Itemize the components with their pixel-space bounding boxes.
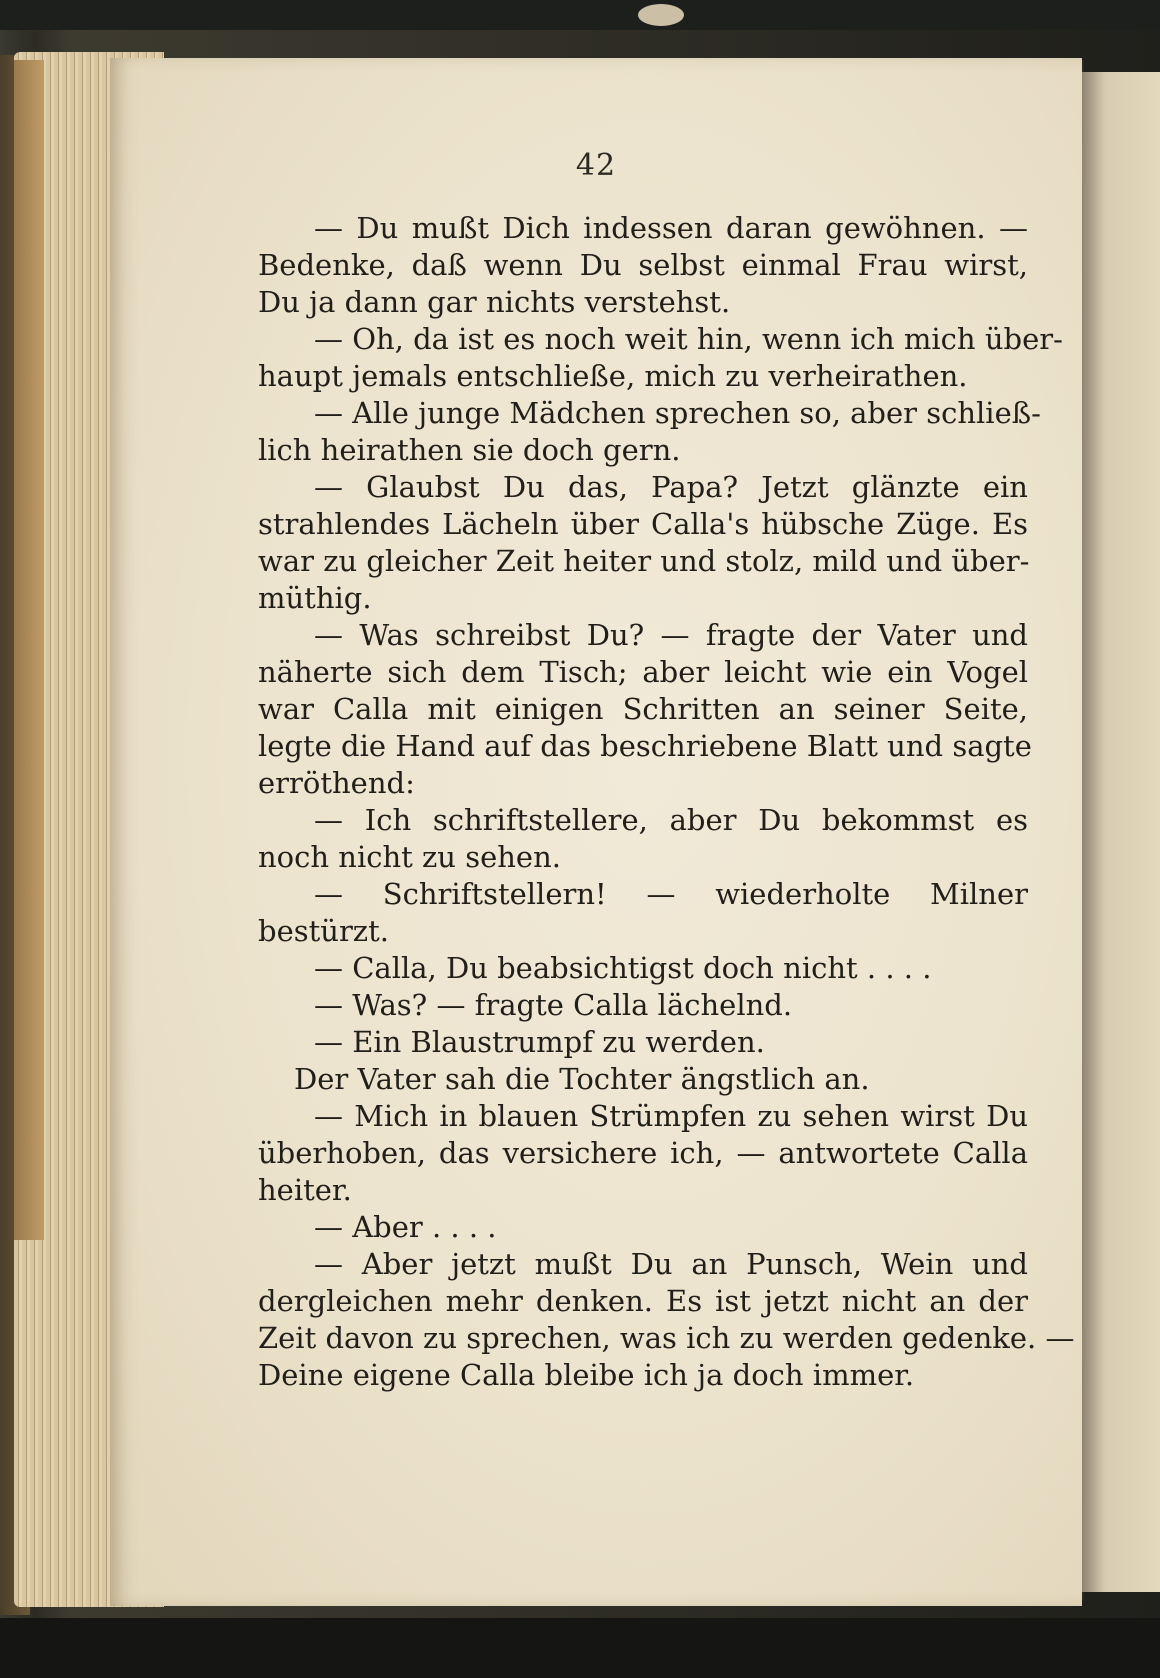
text-line: — Ich schriftstellere, aber Du bekommst es [314,803,1028,837]
text-line: strahlendes Lächeln über Calla's hübsche Züge. Es [258,507,1028,541]
book-page [110,58,1082,1606]
text-line: — Ein Blaustrumpf zu werden. [314,1025,765,1059]
page-number: 42 [575,148,617,183]
facing-page [1082,72,1160,1592]
text-line: Deine eigene Calla bleibe ich ja doch immer. [258,1358,915,1392]
text-line: — Oh, da ist es noch weit hin, wenn ich mich über- [314,322,1063,356]
text-line: überhoben, das versichere ich, — antwortete Calla [258,1136,1028,1170]
body-text [258,210,1075,1394]
text-line: noch nicht zu sehen. [258,840,561,874]
paper-scrap [638,4,684,26]
text-line: Der Vater sah die Tochter ängstlich an. [294,1062,870,1096]
text-line: — Was? — fragte Calla lächelnd. [314,988,793,1022]
text-line: müthig. [258,581,372,615]
text-line: Bedenke, daß wenn Du selbst einmal Frau wirst, [258,248,1028,282]
text-line: heiter. [258,1173,352,1207]
text-line: bestürzt. [258,914,389,948]
text-line: legte die Hand auf das beschriebene Blatt und sagte [258,729,1032,763]
text-line: erröthend: [258,766,415,800]
text-line: Du ja dann gar nichts verstehst. [258,285,731,319]
text-line: — Du mußt Dich indessen daran gewöhnen. — [314,211,1028,245]
text-line: — Schriftstellern! — wiederholte Milner [314,877,1028,911]
text-line: — Was schreibst Du? — fragte der Vater und [314,618,1028,652]
text-line: — Aber . . . . [314,1210,497,1244]
text-line: dergleichen mehr denken. Es ist jetzt nicht an der [258,1284,1028,1318]
text-line: war Calla mit einigen Schritten an seiner Seite, [258,692,1028,726]
text-line: — Mich in blauen Strümpfen zu sehen wirst Du [314,1099,1028,1133]
text-line: Zeit davon zu sprechen, was ich zu werden gedenke. — [258,1321,1075,1355]
text-line: — Aber jetzt mußt Du an Punsch, Wein und [314,1247,1028,1281]
text-line: — Calla, Du beabsichtigst doch nicht . . . . [314,951,932,985]
text-line: — Glaubst Du das, Papa? Jetzt glänzte ein [314,470,1028,504]
cover-bottom [0,1618,1160,1678]
text-line: näherte sich dem Tisch; aber leicht wie ein Vogel [258,655,1028,689]
text-line: lich heirathen sie doch gern. [258,433,681,467]
text-line: haupt jemals entschließe, mich zu verheirathen. [258,359,968,393]
page-edges-stain [14,60,44,1240]
text-line: war zu gleicher Zeit heiter und stolz, mild und über- [258,544,1030,578]
text-line: — Alle junge Mädchen sprechen so, aber schließ- [314,396,1041,430]
